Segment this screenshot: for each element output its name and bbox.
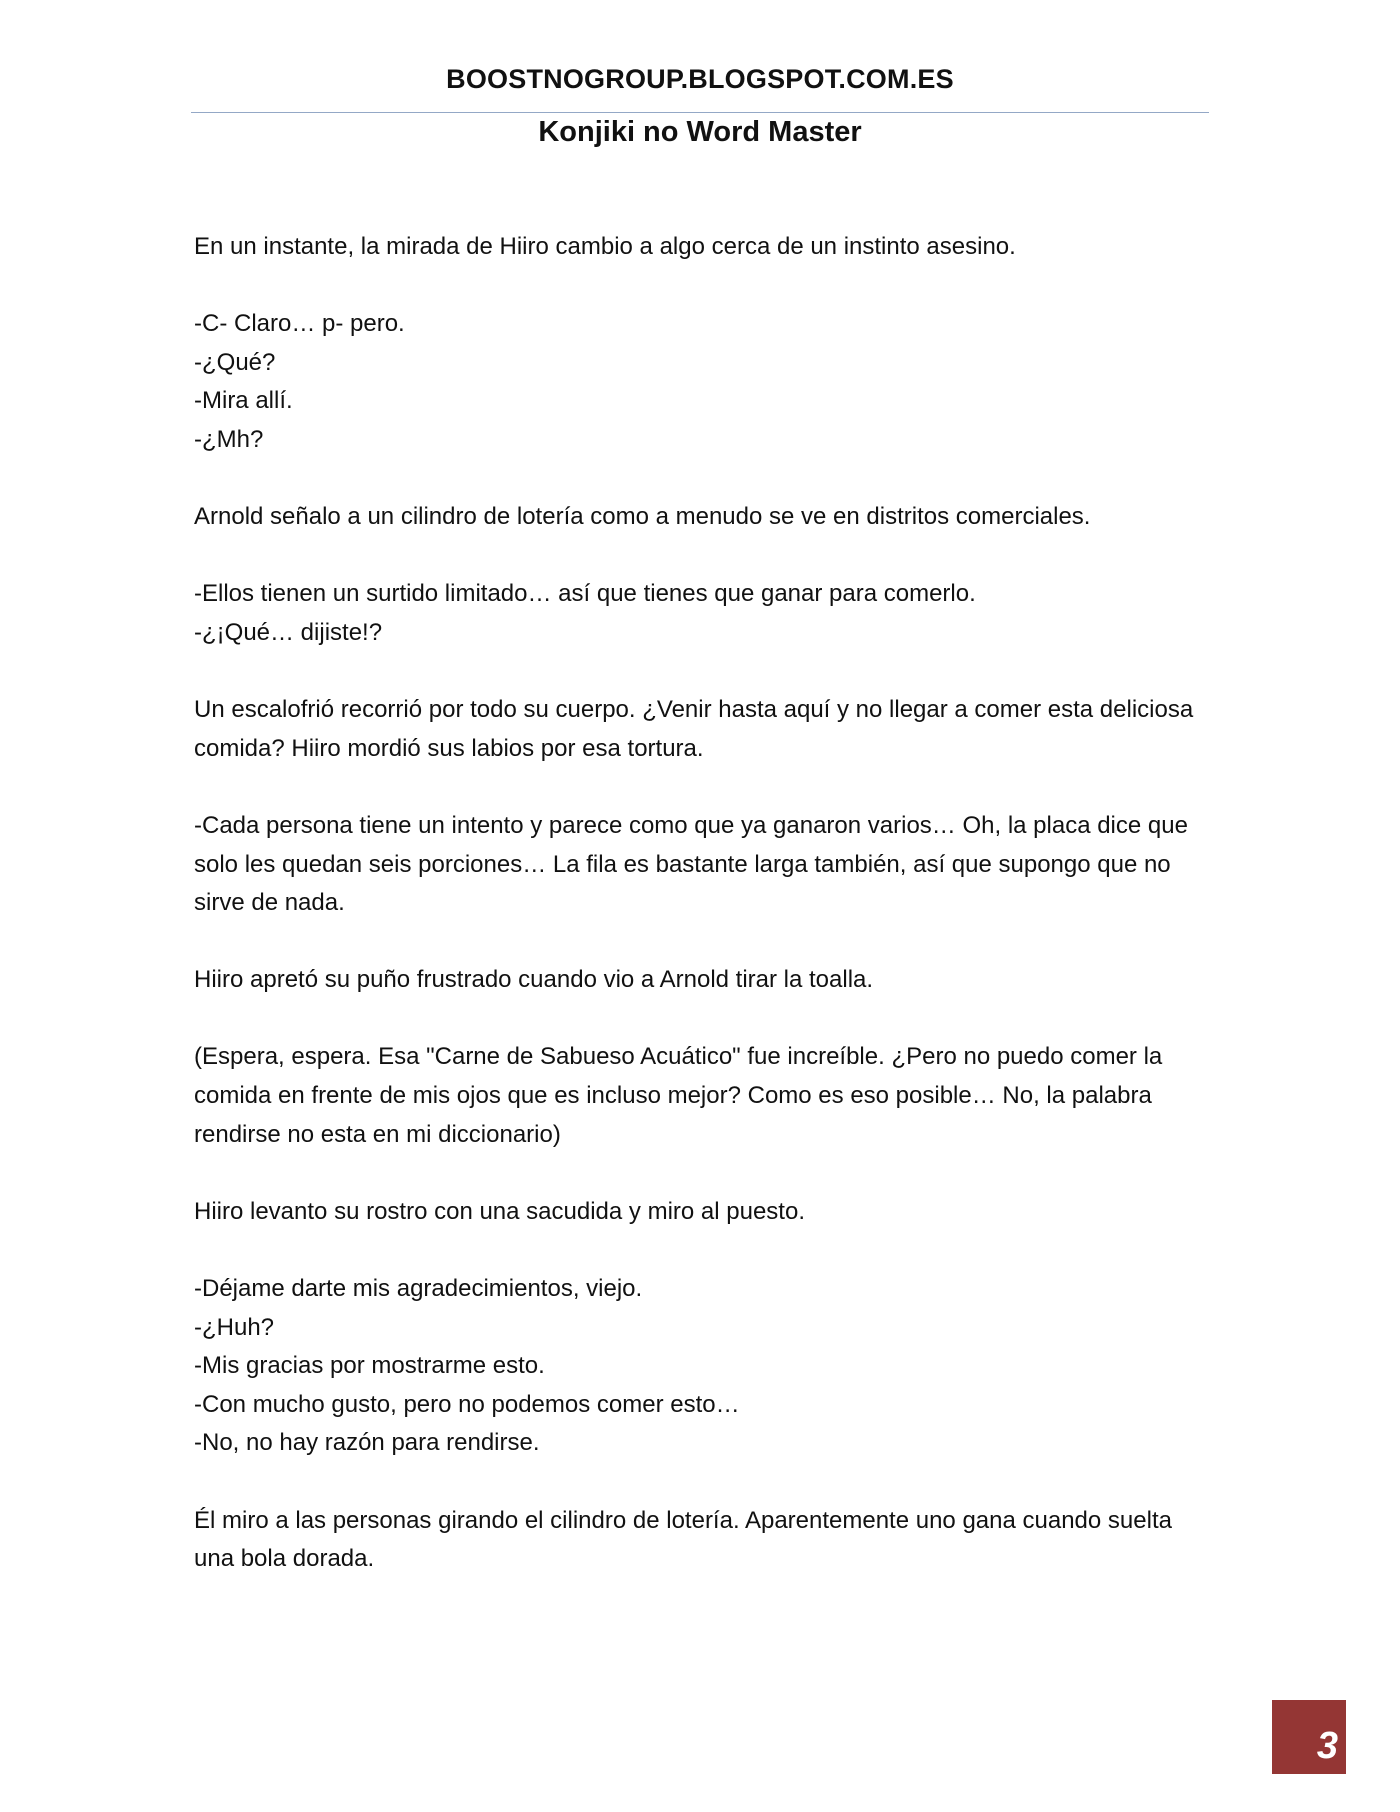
dialogue-line: -¿Mh? bbox=[194, 425, 264, 453]
dialogue-block bbox=[194, 305, 1204, 459]
paragraph: En un instante, la mirada de Hiiro cambio a algo cerca de un instinto asesino. bbox=[194, 233, 1016, 260]
dialogue-line: -¿Huh? bbox=[194, 1313, 275, 1341]
paragraph: Arnold señalo a un cilindro de lotería como a menudo se ve en distritos comerciales. bbox=[194, 503, 1091, 531]
page-number: 3 bbox=[1316, 1725, 1338, 1767]
paragraph: Un escalofrió recorrió por todo su cuerpo. ¿Venir hasta aquí y no llegar a comer esta deliciosa comida? Hiiro mordió sus labios por esa tortura. bbox=[194, 696, 1194, 762]
dialogue-line: -Mis gracias por mostrarme esto. bbox=[194, 1352, 545, 1380]
body-text bbox=[194, 228, 1204, 1617]
dialogue-block bbox=[194, 1270, 1204, 1463]
paragraph: Hiiro apretó su puño frustrado cuando vio a Arnold tirar la toalla. bbox=[194, 966, 874, 994]
dialogue-line: -Con mucho gusto, pero no podemos comer esto… bbox=[194, 1390, 740, 1418]
page-number-badge bbox=[1272, 1700, 1346, 1774]
dialogue-line: -C- Claro… p- pero. bbox=[194, 310, 405, 338]
dialogue-line: -¿¡Qué… dijiste!? bbox=[194, 618, 383, 646]
site-header: BOOSTNOGROUP.BLOGSPOT.COM.ES bbox=[446, 64, 954, 94]
dialogue-line: -Ellos tienen un surtido limitado… así que tienes que ganar para comerlo. bbox=[194, 580, 976, 608]
dialogue-line: -Déjame darte mis agradecimientos, viejo. bbox=[194, 1275, 643, 1303]
paragraph: Hiiro levanto su rostro con una sacudida y miro al puesto. bbox=[194, 1197, 805, 1225]
header-divider bbox=[191, 112, 1209, 113]
dialogue-line: -¿Qué? bbox=[194, 348, 276, 376]
paragraph: -Cada persona tiene un intento y parece como que ya ganaron varios… Oh, la placa dice que solo les quedan seis porciones… La fila es bastante larga también, así que supongo que no sirve de nada. bbox=[194, 811, 1188, 917]
dialogue-line: -No, no hay razón para rendirse. bbox=[194, 1429, 540, 1457]
document-title: Konjiki no Word Master bbox=[538, 116, 862, 148]
dialogue-line: -Mira allí. bbox=[194, 387, 293, 415]
paragraph: Él miro a las personas girando el cilindro de lotería. Aparentemente uno gana cuando suelta una bola dorada. bbox=[194, 1506, 1172, 1573]
paragraph: (Espera, espera. Esa "Carne de Sabueso Acuático" fue increíble. ¿Pero no puedo comer la comida en frente de mis ojos que es incluso mejor? Como es eso posible… No, la palabra rendirse no esta en mi diccionario) bbox=[194, 1043, 1163, 1148]
page-number-underline bbox=[1272, 1770, 1346, 1772]
dialogue-block bbox=[194, 575, 1204, 652]
